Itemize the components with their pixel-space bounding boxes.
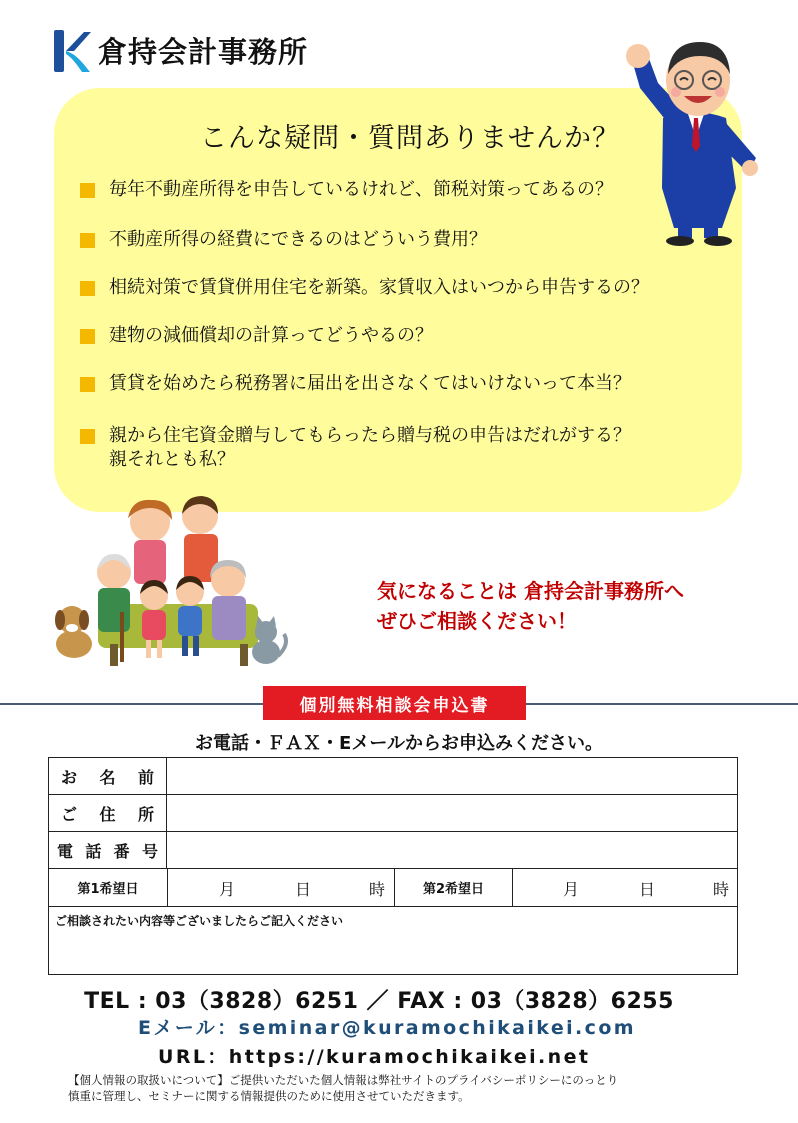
url-link[interactable]: https://kuramochikaikei.net [228, 1046, 591, 1068]
address-row [49, 795, 737, 832]
family-illustration [54, 494, 290, 674]
square-bullet-icon [80, 329, 95, 344]
url-line [158, 1042, 590, 1069]
question-item: 不動産所得の経費にできるのはどういう費用？ [80, 228, 720, 252]
tel-fax-line: TEL : 03（3828）6251 ／ FAX : 03（3828）6255 [84, 989, 674, 1014]
phone-label: 電 話 番 号 [49, 832, 167, 868]
consultation-message: 気になることは 倉持会計事務所へ ぜひご相談ください！ [377, 579, 684, 633]
phone-row [49, 832, 737, 869]
questions-heading: こんな疑問・質問ありませんか？ [200, 123, 620, 154]
date1-month: 月 [219, 880, 236, 899]
date1-day: 日 [295, 880, 312, 899]
date1-field[interactable] [168, 869, 393, 906]
date2-field[interactable] [513, 869, 737, 906]
application-form [48, 757, 738, 975]
square-bullet-icon [80, 233, 95, 248]
brand-name: 倉持会計事務所 [98, 35, 309, 69]
date1-hour: 時 [369, 880, 386, 899]
form-title-badge: 個別無料相談会申込書 [263, 686, 526, 720]
question-item: 建物の減価償却の計算ってどうやるの？ [80, 324, 720, 348]
date2-hour: 時 [713, 880, 730, 899]
date2-day: 日 [639, 880, 656, 899]
email-label: Eメール： [138, 1017, 239, 1039]
phone-field[interactable] [168, 832, 736, 868]
question-item: 毎年不動産所得を申告しているけれど、節税対策ってあるの？ [80, 178, 720, 202]
name-row [49, 758, 737, 795]
address-label: ご 住 所 [49, 795, 167, 831]
date2-label: 第2希望日 [422, 882, 485, 897]
square-bullet-icon [80, 183, 95, 198]
name-field[interactable] [168, 758, 736, 794]
question-item: 親から住宅資金贈与してもらったら贈与税の申告はだれがする？ 親それとも私？ [80, 424, 720, 472]
name-label: お 名 前 [49, 758, 167, 794]
date-row [49, 869, 737, 907]
email-line [138, 1013, 636, 1040]
comment-label: ご相談されたい内容等ございましたらご記入ください [55, 914, 344, 928]
question-item: 相続対策で賃貸併用住宅を新築。家賃収入はいつから申告するの？ [80, 276, 720, 300]
comment-field[interactable] [49, 907, 737, 974]
k-logo-icon [54, 30, 92, 72]
square-bullet-icon [80, 377, 95, 392]
form-intro: お電話・ＦＡＸ・Eメールからお申込みください。 [195, 733, 603, 754]
date2-month: 月 [563, 880, 580, 899]
url-label: URL： [158, 1046, 229, 1068]
question-item: 賃貸を始めたら税務署に届出を出さなくてはいけないって本当？ [80, 372, 720, 396]
email-link[interactable]: seminar@kuramochikaikei.com [238, 1017, 636, 1039]
square-bullet-icon [80, 429, 95, 444]
privacy-note: 【個人情報の取扱いについて】ご提供いただいた個人情報は弊社サイトのプライバシーポリシーにのっとり 慎重に管理し、セミナーに関する情報提供のために使用させていただきます。 [68, 1073, 619, 1103]
address-field[interactable] [168, 795, 736, 831]
date1-label: 第1希望日 [77, 882, 139, 897]
businessman-illustration [618, 28, 768, 248]
square-bullet-icon [80, 281, 95, 296]
